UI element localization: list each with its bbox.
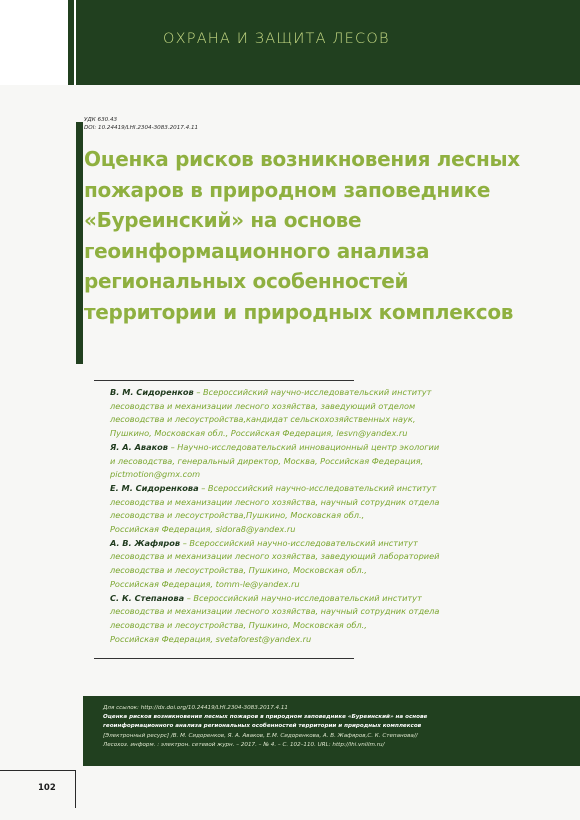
- authors-block: [110, 386, 520, 646]
- author-line: лесоводства и лесоустройства,кандидат сельскохозяйственных наук,: [110, 414, 416, 425]
- author-name: А. В. Жафяров: [110, 537, 181, 548]
- author-line: Российская Федерация, sidora8@yandex.ru: [110, 524, 296, 535]
- author-line: лесоводства и механизации лесного хозяйства, заведующий отделом: [110, 400, 416, 411]
- author-line: лесоводства и механизации лесного хозяйства, научный сотрудник отдела: [110, 606, 440, 617]
- author-line: Я. А. Аваков – Научно-исследовательский инновационный центр экологии: [110, 441, 440, 452]
- citation-box: [83, 696, 580, 766]
- citation-doi: Для ссылок: http://dx.doi.org/10.24419/LHI.2304-3083.2017.4.11: [103, 705, 288, 711]
- title-line: региональных особенностей: [84, 269, 409, 294]
- footer-rule-vertical: [75, 770, 76, 808]
- author-name: Е. М. Сидоренкова: [110, 482, 199, 493]
- footer-rule: [0, 770, 76, 771]
- author-line: и лесоводства, генеральный директор, Москва, Российская Федерация,: [110, 455, 424, 466]
- udk-code: УДК 630.43: [84, 117, 118, 123]
- article-meta: [84, 116, 198, 132]
- title-accent-bar: [76, 122, 83, 364]
- citation-source: Лесохоз. информ. : электрон. сетевой журн. – 2017. – № 4. – С. 102–110. URL: http://lhi.vniilm.ru/: [103, 741, 385, 748]
- title-line: «Буреинский» на основе: [84, 208, 362, 233]
- author-name: С. К. Степанова: [110, 592, 185, 603]
- page-number: 102: [38, 783, 56, 793]
- citation-title: Оценка рисков возникновения лесных пожаров в природном заповеднике «Буреинский» на основе: [103, 714, 428, 721]
- author-line: Пушкино, Московская обл., Российская Федерация, lesvn@yandex.ru: [110, 428, 408, 439]
- section-title: ОХРАНА И ЗАЩИТА ЛЕСОВ: [163, 31, 390, 47]
- title-line: Оценка рисков возникновения лесных: [84, 147, 520, 171]
- author-line: лесоводства и механизации лесного хозяйства, заведующий лабораторией: [110, 551, 440, 562]
- author-line: С. К. Степанова – Всероссийский научно-исследовательский институт: [110, 592, 422, 603]
- citation-authors: [Электронный ресурс] /В. М. Сидоренков, Я. А. Аваков, Е.М. Сидоренкова, А. В. Жафяров,С. К. Степанова//: [103, 732, 418, 739]
- title-line: территории и природных комплексов: [84, 299, 514, 324]
- divider-top: [94, 380, 354, 381]
- divider-bottom: [94, 658, 354, 659]
- author-line: лесоводства и лесоустройства, Пушкино, Московская обл.,: [110, 619, 367, 630]
- title-line: геоинформационного анализа: [84, 238, 430, 263]
- title-line: пожаров в природном заповеднике: [84, 177, 491, 202]
- doi: DOI: 10.24419/LHI.2304-3083.2017.4.11: [84, 125, 199, 131]
- author-line: В. М. Сидоренков – Всероссийский научно-исследовательский институт: [110, 387, 432, 397]
- author-line: А. В. Жафяров – Всероссийский научно-исследовательский институт: [110, 537, 418, 548]
- author-line: Российская Федерация, svetaforest@yandex.ru: [110, 633, 312, 644]
- author-name: В. М. Сидоренков: [110, 387, 194, 397]
- article-title: [84, 144, 554, 328]
- author-line: pictmotion@gmx.com: [110, 469, 201, 480]
- author-line: лесоводства и лесоустройства, Пушкино, Московская обл.,: [110, 565, 367, 576]
- header-stripe: [68, 0, 74, 85]
- citation-title: геоинформационного анализа региональных особенностей территории и природных комплексов: [103, 723, 422, 730]
- author-line: лесоводства и лесоустройства,Пушкино, Московская обл.,: [110, 510, 365, 521]
- author-line: Е. М. Сидоренкова – Всероссийский научно-исследовательский институт: [110, 482, 437, 493]
- author-line: Российская Федерация, tomm-le@yandex.ru: [110, 578, 300, 589]
- author-name: Я. А. Аваков: [110, 441, 168, 452]
- author-line: лесоводства и механизации лесного хозяйства, научный сотрудник отдела: [110, 496, 440, 507]
